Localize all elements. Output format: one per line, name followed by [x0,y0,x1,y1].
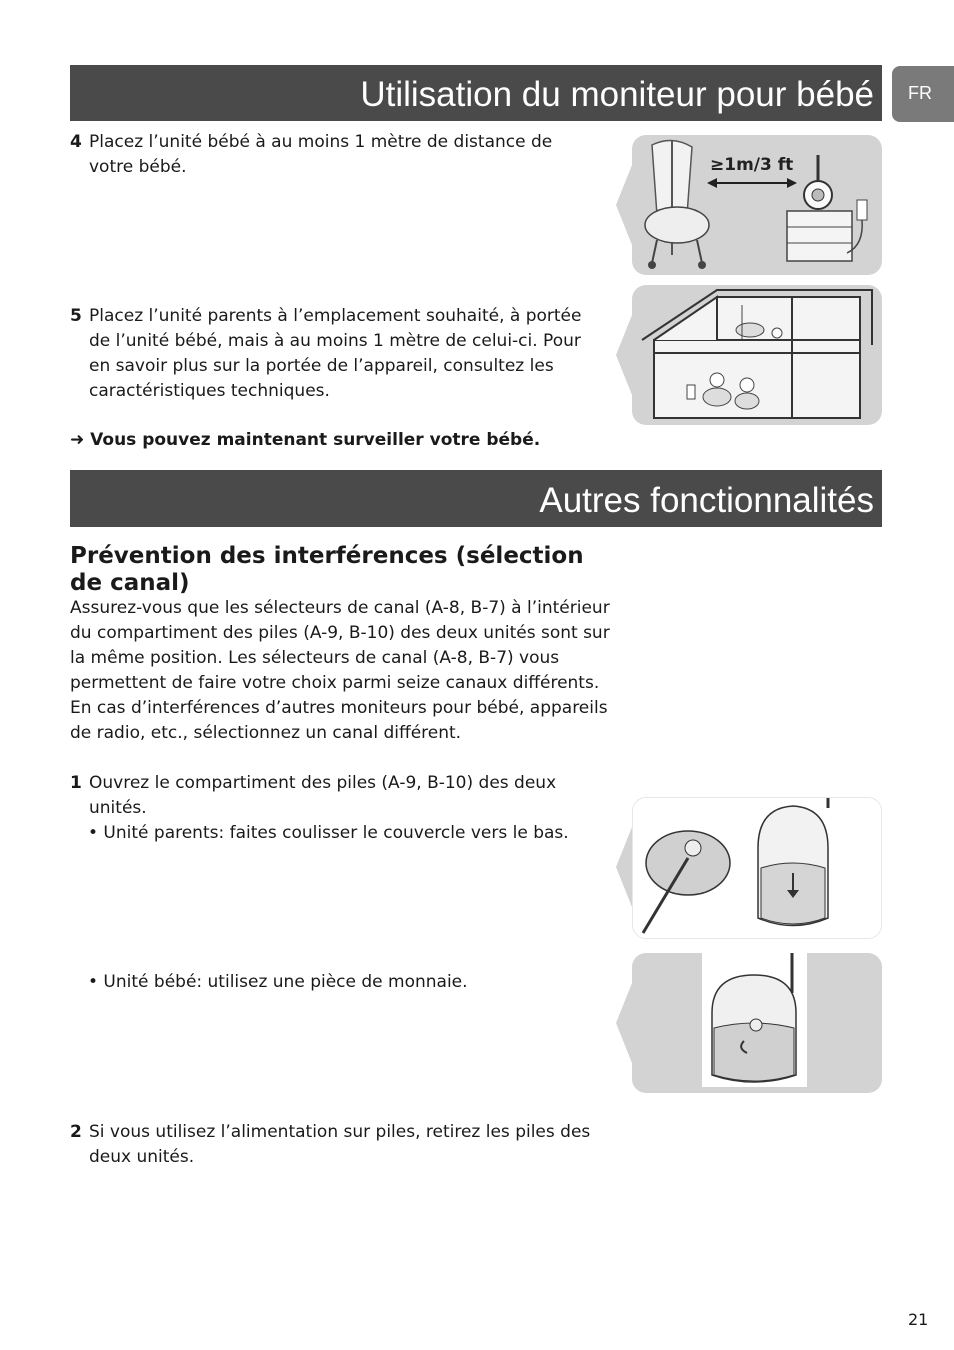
step-number: 1 [70,773,82,793]
step-text: Si vous utilisez l’alimentation sur piles, retirez les piles des deux unités. [89,1122,591,1167]
step-number: 5 [70,306,82,326]
step-number: 4 [70,132,82,152]
parent-unit-illustration [633,798,882,939]
step-1 [70,771,600,821]
step-text: Ouvrez le compartiment des piles (A-9, B-10) des deux unités. [89,773,557,818]
subsection-heading: Prévention des interférences (sélection de canal) [70,543,584,596]
step-4 [70,130,600,180]
section-title-bar [70,470,882,527]
language-tab: FR [892,66,954,122]
figure-house [632,285,882,425]
intro-paragraph: Assurez-vous que les sélecteurs de canal (A-8, B-7) à l’intérieur du compartiment des piles (A-9, B-10) des deux unités sont sur la même position. Les sélecteurs de canal (A-8, B-7) vous permettent de faire votre choix parmi seize canaux différents. En cas d’interférences d’autres moniteurs pour bébé, appareils de radio, etc., sélectionnez un canal différent. [70,598,610,743]
step-5 [70,304,600,404]
page-title: Utilisation du moniteur pour bébé [360,75,874,114]
section-title: Autres fonctionnalités [539,481,874,520]
crib-distance-illustration [632,135,882,275]
distance-label: ≥1m/3 ft [710,155,794,175]
house-illustration [632,285,882,425]
step-text: Placez l’unité bébé à au moins 1 mètre de distance de votre bébé. [89,132,553,177]
step-text: Placez l’unité parents à l’emplacement souhaité, à portée de l’unité bébé, mais à au moins 1 mètre de celui-ci. Pour en savoir plus sur la portée de l’appareil, consultez les caractéristiques techniques. [89,306,582,401]
page-title-bar [70,65,882,121]
baby-unit-illustration [632,953,882,1093]
bullet-parents-unit: • Unité parents: faites coulisser le couvercle vers le bas. [88,823,569,843]
step-2 [70,1120,600,1170]
figure-parent-unit-battery [632,797,882,939]
bullet-baby-unit: • Unité bébé: utilisez une pièce de monnaie. [88,972,468,992]
page-number: 21 [908,1310,929,1329]
figure-baby-unit-coin [632,953,882,1093]
figure-crib-distance [632,135,882,275]
step-number: 2 [70,1122,82,1142]
result-line: ➜ Vous pouvez maintenant surveiller votre bébé. [70,430,541,450]
